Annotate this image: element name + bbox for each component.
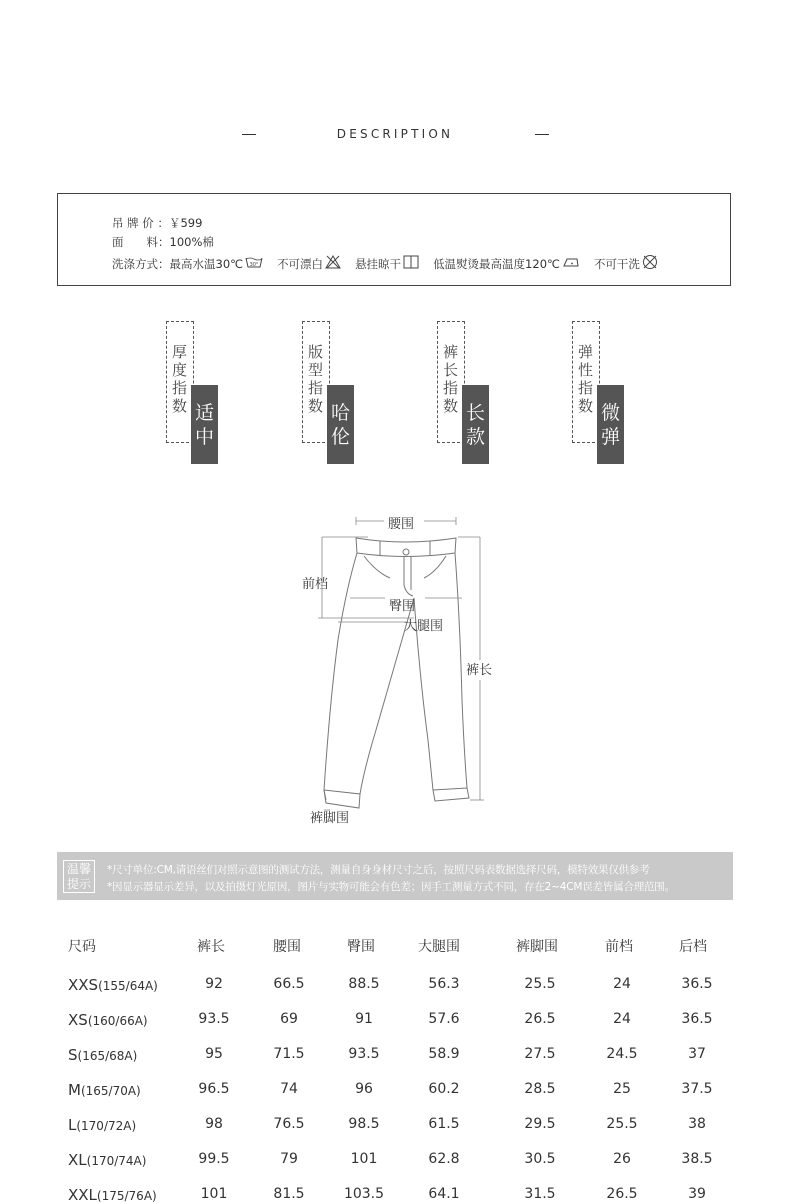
size-cell (68, 1080, 141, 1099)
table-cell: 81.5 (273, 1186, 305, 1202)
table-cell: 71.5 (273, 1046, 305, 1062)
label-front-rise: 前档 (302, 577, 329, 592)
size-spec: (165/68A) (77, 1049, 138, 1063)
table-cell: 25.5 (524, 976, 556, 992)
size-cell (68, 1045, 137, 1064)
care-no-dry-clean (594, 254, 658, 273)
index-fit (302, 321, 362, 465)
header-cell: 裤脚围 (516, 939, 558, 955)
size-spec: (175/76A) (96, 1189, 157, 1203)
notice-tag: 温馨提示 (63, 860, 95, 893)
table-cell: 61.5 (428, 1116, 460, 1132)
index-value: 长款 (462, 385, 489, 464)
index-value: 适中 (191, 385, 218, 464)
label-leg-opening: 裤脚围 (310, 811, 350, 826)
size-code: XXS (68, 976, 99, 994)
table-cell: 36.5 (681, 976, 713, 992)
index-thickness (166, 321, 226, 465)
header-cell: 大腿围 (418, 939, 460, 955)
care-wash-30 (170, 256, 264, 272)
table-cell: 99.5 (198, 1151, 230, 1167)
fabric-row (112, 234, 214, 250)
size-spec: (170/74A) (86, 1154, 147, 1168)
care-text: 最高水温30℃ (169, 256, 244, 271)
table-cell: 38 (688, 1116, 706, 1132)
wash-label: 洗涤方式： (112, 256, 170, 271)
table-cell: 62.8 (428, 1151, 460, 1167)
size-spec: (170/72A) (76, 1119, 137, 1133)
pants-diagram (0, 505, 790, 835)
product-info-box (57, 193, 731, 286)
iron-low-icon (562, 256, 580, 271)
table-cell: 101 (350, 1151, 378, 1167)
header-cell: 腰围 (273, 939, 301, 955)
table-cell: 58.9 (428, 1046, 460, 1062)
table-cell: 76.5 (273, 1116, 305, 1132)
index-label: 版型指数 (308, 343, 324, 415)
care-text: 悬挂晾干 (355, 256, 402, 271)
size-code: XL (68, 1151, 87, 1169)
table-cell: 27.5 (524, 1046, 556, 1062)
index-value: 微弹 (597, 385, 624, 464)
header-cell: 臀围 (347, 939, 375, 955)
price-label: 吊 牌 价 ： (112, 216, 169, 230)
size-spec: (165/70A) (80, 1084, 141, 1098)
size-cell (68, 1010, 148, 1029)
table-cell: 95 (205, 1046, 223, 1062)
table-cell: 26.5 (606, 1186, 638, 1202)
table-cell: 30.5 (524, 1151, 556, 1167)
table-cell: 92 (205, 976, 223, 992)
notice-line-1: *尺寸单位:CM,请语丝们对照示意图的测试方法，测量自身身材尺寸之后，按照尺码表数据选择尺码，模特效果仅供参考 (107, 864, 650, 876)
label-waist: 腰围 (388, 517, 415, 532)
notice-line-2: *因显示器显示差异，以及拍摄灯光原因，图片与实物可能会有色差；因手工测量方式不同，存在2~4CM误差皆属合理范围。 (107, 881, 675, 893)
table-cell: 37 (688, 1046, 706, 1062)
label-thigh: 大腿围 (404, 619, 444, 634)
table-cell: 91 (355, 1011, 373, 1027)
svg-text:30°: 30° (249, 261, 259, 268)
header-cell: 前档 (605, 939, 633, 955)
table-cell: 28.5 (524, 1081, 556, 1097)
fabric-value: 100%棉 (169, 235, 214, 249)
table-cell: 38.5 (681, 1151, 713, 1167)
index-label: 裤长指数 (443, 343, 459, 415)
size-cell (68, 975, 158, 994)
wash-30-icon (245, 256, 263, 272)
size-spec: (160/66A) (87, 1014, 148, 1028)
header-cell: 后档 (679, 939, 707, 955)
table-cell: 39 (688, 1186, 706, 1202)
notice-banner (57, 852, 733, 900)
table-cell: 64.1 (428, 1186, 460, 1202)
index-label: 弹性指数 (578, 343, 594, 415)
table-cell: 69 (280, 1011, 298, 1027)
size-spec: (155/64A) (98, 979, 158, 993)
label-hip: 臀围 (389, 599, 416, 614)
table-cell: 26 (613, 1151, 631, 1167)
care-text: 不可干洗 (593, 256, 640, 271)
table-cell: 36.5 (681, 1011, 713, 1027)
care-row (112, 254, 672, 273)
price-row (112, 215, 202, 231)
size-code: S (68, 1046, 78, 1064)
hang-dry-icon (403, 255, 419, 272)
size-cell (68, 1185, 157, 1204)
size-cell (68, 1115, 136, 1134)
label-length: 裤长 (466, 663, 493, 678)
size-code: L (68, 1116, 77, 1134)
care-text: 不可漂白 (277, 256, 324, 271)
table-cell: 25.5 (606, 1116, 638, 1132)
table-cell: 88.5 (348, 976, 380, 992)
care-text: 低温熨烫最高温度120℃ (433, 256, 560, 271)
table-cell: 101 (200, 1186, 228, 1202)
size-code: XXL (68, 1186, 97, 1204)
table-cell: 25 (613, 1081, 631, 1097)
table-cell: 57.6 (428, 1011, 460, 1027)
header-cell: 裤长 (197, 939, 225, 955)
care-no-bleach (277, 255, 341, 272)
table-cell: 24 (613, 976, 631, 992)
table-cell: 98.5 (348, 1116, 380, 1132)
table-cell: 37.5 (681, 1081, 713, 1097)
table-cell: 26.5 (524, 1011, 556, 1027)
table-cell: 31.5 (524, 1186, 556, 1202)
table-cell: 96 (355, 1081, 373, 1097)
header-dash-right (535, 134, 549, 135)
table-cell: 103.5 (343, 1186, 385, 1202)
header-cell: 尺码 (68, 939, 96, 955)
table-cell: 66.5 (273, 976, 305, 992)
table-cell: 93.5 (348, 1046, 380, 1062)
index-length (437, 321, 497, 465)
section-title: DESCRIPTION (336, 127, 454, 141)
size-code: XS (68, 1011, 88, 1029)
table-cell: 29.5 (524, 1116, 556, 1132)
table-cell: 24.5 (606, 1046, 638, 1062)
no-dry-clean-icon (642, 254, 658, 273)
index-value: 哈伦 (327, 385, 354, 464)
index-stretch (572, 321, 632, 465)
table-cell: 24 (613, 1011, 631, 1027)
size-cell (68, 1150, 146, 1169)
size-code: M (68, 1081, 81, 1099)
table-cell: 60.2 (428, 1081, 460, 1097)
table-cell: 56.3 (428, 976, 460, 992)
table-cell: 79 (280, 1151, 298, 1167)
table-cell: 96.5 (198, 1081, 230, 1097)
table-cell: 93.5 (198, 1011, 230, 1027)
fabric-label: 面 料： (112, 235, 170, 249)
price-value: ￥599 (168, 216, 203, 230)
care-iron-low (433, 256, 580, 272)
table-cell: 74 (280, 1081, 298, 1097)
index-label: 厚度指数 (172, 343, 188, 415)
care-hang-dry (355, 255, 419, 272)
table-cell: 98 (205, 1116, 223, 1132)
no-bleach-icon (325, 255, 341, 272)
